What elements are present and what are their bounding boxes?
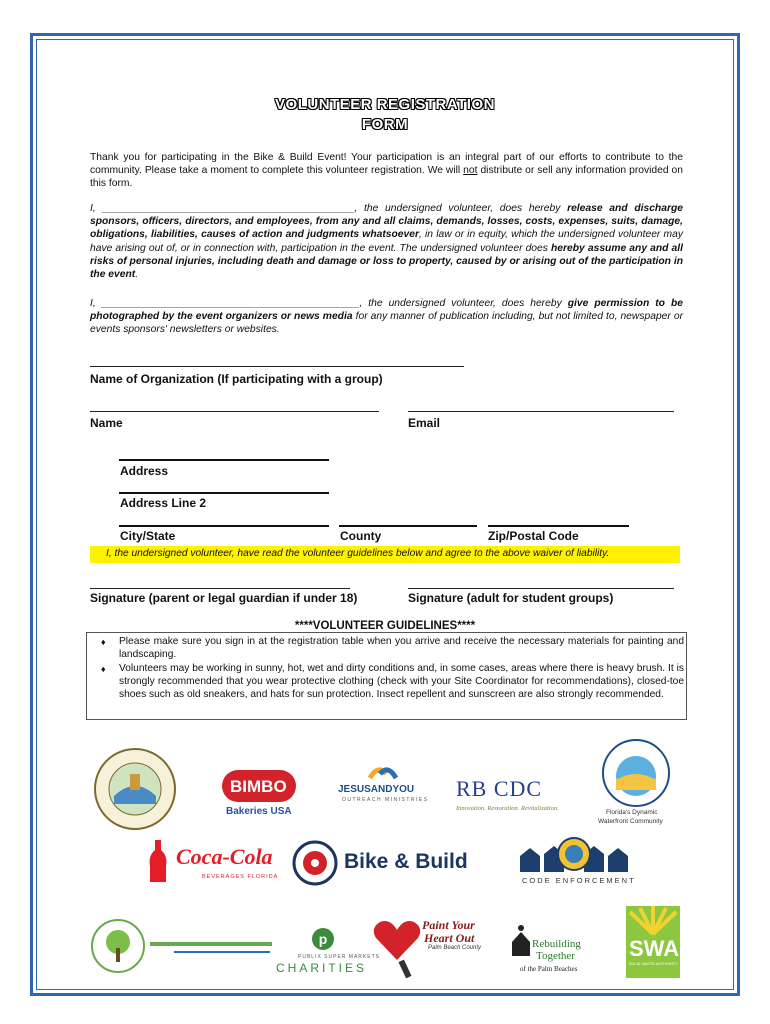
coca-cola-logo: [144, 838, 279, 888]
guidelines-box: [86, 632, 687, 720]
swa-subtext: SOLID WASTE AUTHORITY: [629, 962, 678, 966]
guideline-item: Volunteers may be working in sunny, hot, wet and dirty conditions and, in some cases, areas where there is heavy brush. It is strongly recommended that you wear protective clothing (check with your Site Coordinator for recommendations), closed-toe shoes such as old sneakers, and hats for sun protection. Insect repellent and sunscreen are also strongly recommended.: [119, 663, 684, 700]
coca-cola-subtext: BEVERAGES FLORIDA: [202, 874, 279, 880]
rebuilding-line1: Rebuilding: [532, 938, 581, 950]
county-label: County: [340, 529, 382, 543]
cra-tagline-1: Florida's Dynamic: [606, 809, 658, 816]
bimbo-text: BIMBO: [230, 777, 287, 796]
bullet-icon: ♦: [101, 637, 106, 647]
city-state-label: City/State: [120, 529, 176, 543]
heart-brush-icon: [370, 916, 424, 980]
email-label: Email: [408, 416, 441, 430]
address-line2-label: Address Line 2: [120, 496, 207, 510]
name-label: Name: [90, 416, 123, 430]
bimbo-logo: [222, 770, 296, 822]
svg-text:p: p: [318, 931, 328, 947]
organization-field[interactable]: [90, 366, 464, 367]
city-state-field[interactable]: [119, 525, 329, 527]
paint-line1: Paint Your: [422, 918, 475, 932]
hands-icon: [368, 764, 398, 784]
address-label: Address: [120, 464, 169, 478]
bullet-icon: ♦: [101, 664, 106, 674]
waiver-paragraph: I, ____________________________________________, the undersigned volunteer, does hereby release and discharge sponsors, officers, directors, and employees, from any and all claims, demands, losses, costs, expenses, suits, damage, obligations, liabilities, causes of action and judgments whatsoever, in law or in equity, which the undersigned volunteer may have arising out of, or in connection with, participation in the event. The undersigned volunteer does hereby assume any and all risks of personal injuries, including death and damage or loss to property, caused by or arising out of the participation in the event.: [90, 203, 683, 281]
zip-label: Zip/Postal Code: [488, 529, 579, 543]
publix-line1: PUBLIX SUPER MARKETS: [298, 954, 380, 960]
publix-charities-logo: [276, 928, 380, 978]
cra-seal-icon: [601, 738, 671, 808]
website-banner: [150, 942, 272, 946]
agreement-highlight: [90, 546, 680, 563]
city-skyline-icon: [518, 836, 630, 874]
paint-line2: Heart Out: [424, 931, 475, 945]
guidelines-title: ****VOLUNTEER GUIDELINES****: [294, 620, 476, 632]
swa-logo: [626, 906, 680, 978]
rebuilding-together-logo: [510, 924, 590, 976]
paint-line3: Palm Beach County: [428, 945, 482, 951]
address-field[interactable]: [119, 459, 329, 461]
jesus-and-you-subtext: OUTREACH MINISTRIES: [342, 797, 429, 803]
swa-text: SWA: [629, 936, 680, 961]
riviera-cra-logo: [596, 738, 676, 828]
rbcdc-subtext: Innovation. Restoration. Revitalization.: [456, 805, 559, 812]
rbcdc-logo: [456, 776, 568, 818]
county-field[interactable]: [339, 525, 477, 527]
wheel-icon: [292, 840, 338, 886]
address-line2-field[interactable]: [119, 492, 329, 494]
adult-signature-label: Signature (adult for student groups): [408, 591, 614, 605]
email-field[interactable]: [408, 411, 674, 412]
bottle-icon: [144, 840, 172, 884]
cra-tagline-2: Waterfront Community: [598, 818, 663, 825]
intro-paragraph: Thank you for participating in the Bike & Build Event! Your participation is an integral part of our efforts to contribute to the community. Please take a moment to complete this volunteer registration. We will not distribute or sell any information provided on this form.: [90, 152, 683, 190]
code-enforcement-logo: [518, 836, 636, 888]
bike-and-build-text: Bike & Build: [344, 850, 468, 873]
form-title-line2: FORM: [361, 116, 409, 133]
website-subbanner: [174, 951, 270, 953]
rbcdc-text: RB CDC: [456, 776, 543, 801]
jesus-and-you-text: JESUSANDYOU: [338, 784, 415, 795]
adult-signature-field[interactable]: [408, 588, 674, 589]
jesus-and-you-logo: [338, 764, 428, 804]
riviera-beach-seal-logo: [92, 746, 178, 832]
photo-release-paragraph: I, _____________________________________________, the undersigned volunteer, does hereby give permission to be photographed by the event organizers or news media for any manner of publication including, but not limited to, newspaper or events sponsors' newsletters or websites.: [90, 298, 684, 336]
rebuilding-line2: Together: [536, 950, 575, 962]
rebuilding-line3: of the Palm Beaches: [520, 965, 578, 973]
zip-field[interactable]: [488, 525, 629, 527]
guideline-item: Please make sure you sign in at the registration table when you arrive and receive the necessary materials for painting and landscaping.: [119, 636, 684, 660]
publix-line2: CHARITIES: [276, 961, 368, 975]
paint-your-heart-out-logo: [370, 916, 490, 980]
bimbo-subtext: Bakeries USA: [226, 806, 292, 817]
sun-icon: [626, 906, 680, 936]
guardian-signature-label: Signature (parent or legal guardian if under 18): [90, 591, 358, 605]
code-enforcement-text: CODE ENFORCEMENT: [522, 876, 636, 885]
publix-p-icon: [312, 928, 334, 950]
form-title: VOLUNTEER REGISTRATION: [275, 96, 495, 113]
tree-seal-icon: [90, 918, 146, 974]
house-figure-icon: [510, 924, 532, 958]
bike-and-build-logo: [292, 840, 482, 886]
organization-label: Name of Organization (If participating with a group): [90, 372, 383, 386]
guardian-signature-field[interactable]: [90, 588, 350, 589]
agreement-text: I, the undersigned volunteer, have read the volunteer guidelines below and agree to the above waiver of liability.: [106, 548, 610, 559]
riviera-beach-heights-logo: [90, 918, 290, 976]
name-field[interactable]: [90, 411, 379, 412]
coca-cola-text: Coca-Cola: [176, 844, 273, 869]
